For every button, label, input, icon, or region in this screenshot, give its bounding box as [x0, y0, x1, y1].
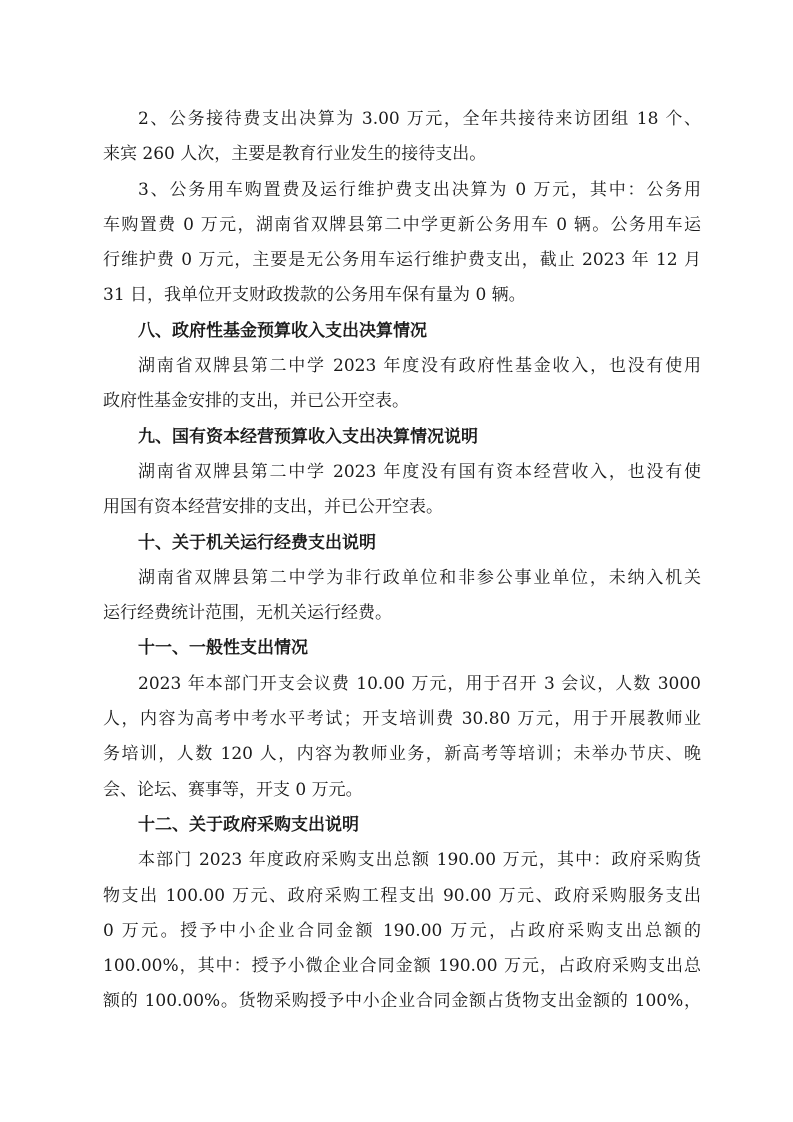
text-line: 额的 100.00%。货物采购授予中小企业合同金额占货物支出金额的 100%，	[103, 991, 701, 1012]
text-line: 0 万元。授予中小企业合同金额 190.00 万元，占政府采购支出总额的	[103, 920, 701, 941]
section-heading: 十一、一般性支出情况	[138, 638, 308, 659]
text-line: 湖南省双牌县第二中学 2023 年度没有国有资本经营收入，也没有使	[138, 461, 701, 482]
section-heading: 九、国有资本经营预算收入支出决算情况说明	[138, 426, 478, 447]
section-heading: 十二、关于政府采购支出说明	[138, 814, 359, 835]
text-line: 湖南省双牌县第二中学为非行政单位和非参公事业单位，未纳入机关	[138, 567, 701, 588]
text-line: 来宾 260 人次，主要是教育行业发生的接待支出。	[103, 144, 487, 165]
text-line: 3、公务用车购置费及运行维护费支出决算为 0 万元，其中：公务用	[138, 179, 701, 200]
section-heading: 十、关于机关运行经费支出说明	[138, 532, 376, 553]
text-line: 2、公务接待费支出决算为 3.00 万元，全年共接待来访团组 18 个、	[138, 109, 701, 129]
section-heading: 八、政府性基金预算收入支出决算情况	[138, 320, 427, 341]
text-line: 100.00%，其中：授予小微企业合同金额 190.00 万元，占政府采购支出总	[103, 956, 701, 977]
paragraph	[103, 843, 701, 1019]
paragraph	[103, 667, 701, 808]
text-line: 人，内容为高考中考水平考试；开支培训费 30.80 万元，用于开展教师业	[103, 709, 701, 730]
text-line: 湖南省双牌县第二中学 2023 年度没有政府性基金收入，也没有使用	[138, 356, 701, 377]
text-line: 会、论坛、赛事等，开支 0 万元。	[103, 779, 363, 800]
text-line: 用国有资本经营安排的支出，并已公开空表。	[103, 497, 443, 518]
text-line: 本部门 2023 年度政府采购支出总额 190.00 万元，其中：政府采购货	[138, 850, 701, 871]
paragraph	[103, 173, 701, 314]
text-line: 车购置费 0 万元，湖南省双牌县第二中学更新公务用车 0 辆。公务用车运	[103, 214, 701, 235]
text-line: 政府性基金安排的支出，并已公开空表。	[103, 391, 409, 412]
paragraph	[103, 455, 701, 526]
paragraph	[103, 349, 701, 420]
text-line: 物支出 100.00 万元、政府采购工程支出 90.00 万元、政府采购服务支出	[103, 885, 701, 906]
paragraph	[103, 102, 701, 173]
text-line: 行维护费 0 万元，主要是无公务用车运行维护费支出，截止 2023 年 12 月	[103, 250, 701, 271]
text-line: 务培训，人数 120 人，内容为教师业务，新高考等培训；未举办节庆、晚	[103, 744, 701, 765]
document-page	[103, 102, 701, 1020]
text-line: 31 日，我单位开支财政拨款的公务用车保有量为 0 辆。	[103, 285, 526, 306]
text-line: 运行经费统计范围，无机关运行经费。	[103, 603, 392, 624]
text-line: 2023 年本部门开支会议费 10.00 万元，用于召开 3 会议，人数 3000	[138, 673, 701, 694]
paragraph	[103, 561, 701, 632]
